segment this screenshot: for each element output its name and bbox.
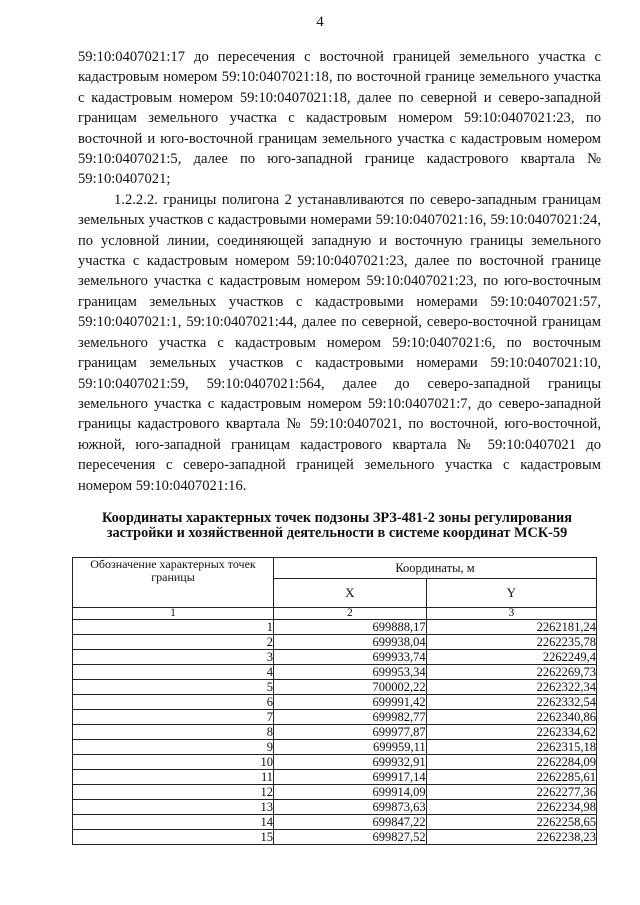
point-number-cell: 7 — [73, 710, 274, 725]
x-coordinate-cell: 699888,17 — [274, 620, 427, 635]
y-coordinate-cell: 2262315,18 — [426, 740, 596, 755]
x-coordinate-cell: 699917,14 — [274, 770, 427, 785]
x-coordinate-cell: 699827,52 — [274, 830, 427, 845]
x-coordinate-cell: 699933,74 — [274, 650, 427, 665]
column-number: 1 — [73, 608, 274, 620]
x-coordinate-cell: 699847,22 — [274, 815, 427, 830]
y-coordinate-cell: 2262181,24 — [426, 620, 596, 635]
column-number-row — [73, 608, 597, 620]
paragraph-continuation: 59:10:0407021:17 до пересечения с восточной границей земельного участка с кадастровым номером 59:10:0407021:18, по восточной границе земельного участка с кадастровым номером 59:10:0407021:18, далее по северной и северо-западной границам земельного участка с кадастровым номером 59:10:0407021:23, по восточной и юго-восточной границам земельного участка с кадастровым номером 59:10:0407021:5, далее по юго-западной границе кадастрового квартала № 59:10:0407021; — [78, 49, 601, 188]
column-number: 3 — [426, 608, 596, 620]
point-number-cell: 5 — [73, 680, 274, 695]
table-title — [72, 511, 602, 541]
y-coordinate-cell: 2262334,62 — [426, 725, 596, 740]
column-number: 2 — [274, 608, 427, 620]
table-row — [73, 650, 597, 665]
table-row — [73, 770, 597, 785]
point-number-cell: 4 — [73, 665, 274, 680]
point-number-cell: 13 — [73, 800, 274, 815]
x-coordinate-cell: 699953,34 — [274, 665, 427, 680]
point-number-cell: 6 — [73, 695, 274, 710]
x-coordinate-cell: 699938,04 — [274, 635, 427, 650]
point-number-cell: 9 — [73, 740, 274, 755]
table-row — [73, 755, 597, 770]
table-row — [73, 710, 597, 725]
y-coordinate-cell: 2262322,34 — [426, 680, 596, 695]
point-number-cell: 3 — [73, 650, 274, 665]
y-column-header: Y — [426, 579, 596, 608]
page-number: 4 — [316, 14, 324, 30]
table-title-line-2: застройки и хозяйственной деятельности в системе координат МСК-59 — [106, 525, 568, 541]
y-coordinate-cell: 2262277,36 — [426, 785, 596, 800]
point-number-cell: 14 — [73, 815, 274, 830]
coordinates-header: Координаты, м — [274, 558, 597, 579]
table-row — [73, 665, 597, 680]
table-row — [73, 680, 597, 695]
y-coordinate-cell: 2262340,86 — [426, 710, 596, 725]
table-row — [73, 740, 597, 755]
x-coordinate-cell: 699959,11 — [274, 740, 427, 755]
y-coordinate-cell: 2262332,54 — [426, 695, 596, 710]
table-row — [73, 785, 597, 800]
point-number-cell: 10 — [73, 755, 274, 770]
x-coordinate-cell: 699873,63 — [274, 800, 427, 815]
point-number-cell: 1 — [73, 620, 274, 635]
x-coordinate-cell: 699991,42 — [274, 695, 427, 710]
table-row — [73, 635, 597, 650]
y-coordinate-cell: 2262269,73 — [426, 665, 596, 680]
table-row — [73, 830, 597, 845]
point-number-cell: 8 — [73, 725, 274, 740]
y-coordinate-cell: 2262234,98 — [426, 800, 596, 815]
x-coordinate-cell: 700002,22 — [274, 680, 427, 695]
table-row — [73, 695, 597, 710]
y-coordinate-cell: 2262258,65 — [426, 815, 596, 830]
y-coordinate-cell: 2262249,4 — [426, 650, 596, 665]
y-coordinate-cell: 2262284,09 — [426, 755, 596, 770]
x-coordinate-cell: 699982,77 — [274, 710, 427, 725]
x-coordinate-cell: 699977,87 — [274, 725, 427, 740]
coordinates-table-body — [73, 608, 597, 845]
paragraph-polygon-2: 1.2.2.2. границы полигона 2 устанавливаются по северо-западным границам земельных участков с кадастровыми номерами 59:10:0407021:16, 59:10:0407021:24, по условной линии, соединяющей западную и восточную границы земельного участка с кадастровым номером 59:10:0407021:23, далее по восточной границе земельного участка с кадастровым номером 59:10:0407021:23, по юго-восточным границам земельных участков с кадастровыми номерами 59:10:0407021:57, 59:10:0407021:1, 59:10:0407021:44, далее по северной, северо-восточной границам земельного участка с кадастровым номером 59:10:0407021:6, по восточным границам земельных участков с кадастровыми номерами 59:10:0407021:10, 59:10:0407021:59, 59:10:0407021:564, далее до северо-западной границы земельного участка с кадастровым номером 59:10:0407021:7, до северо-западной границы кадастрового квартала № 59:10:0407021, по восточной, юго-восточной, южной, юго-западной границам кадастрового квартала № 59:10:0407021 до пересечения с северо-западной границей земельного участка с кадастровым номером 59:10:0407021:16. — [78, 191, 601, 494]
coordinates-table — [72, 557, 597, 845]
x-coordinate-cell: 699932,91 — [274, 755, 427, 770]
body-text — [78, 47, 601, 496]
point-number-cell: 11 — [73, 770, 274, 785]
point-number-cell: 2 — [73, 635, 274, 650]
point-number-cell: 15 — [73, 830, 274, 845]
point-number-cell: 12 — [73, 785, 274, 800]
table-row — [73, 815, 597, 830]
table-row — [73, 725, 597, 740]
x-coordinate-cell: 699914,09 — [274, 785, 427, 800]
table-row — [73, 620, 597, 635]
table-title-line-1: Координаты характерных точек подзоны ЗРЗ-481-2 зоны регулирования — [102, 510, 572, 526]
y-coordinate-cell: 2262238,23 — [426, 830, 596, 845]
table-row — [73, 800, 597, 815]
y-coordinate-cell: 2262285,61 — [426, 770, 596, 785]
y-coordinate-cell: 2262235,78 — [426, 635, 596, 650]
x-column-header: X — [274, 579, 427, 608]
point-designation-header: Обозначение характерных точек границы — [73, 558, 274, 608]
